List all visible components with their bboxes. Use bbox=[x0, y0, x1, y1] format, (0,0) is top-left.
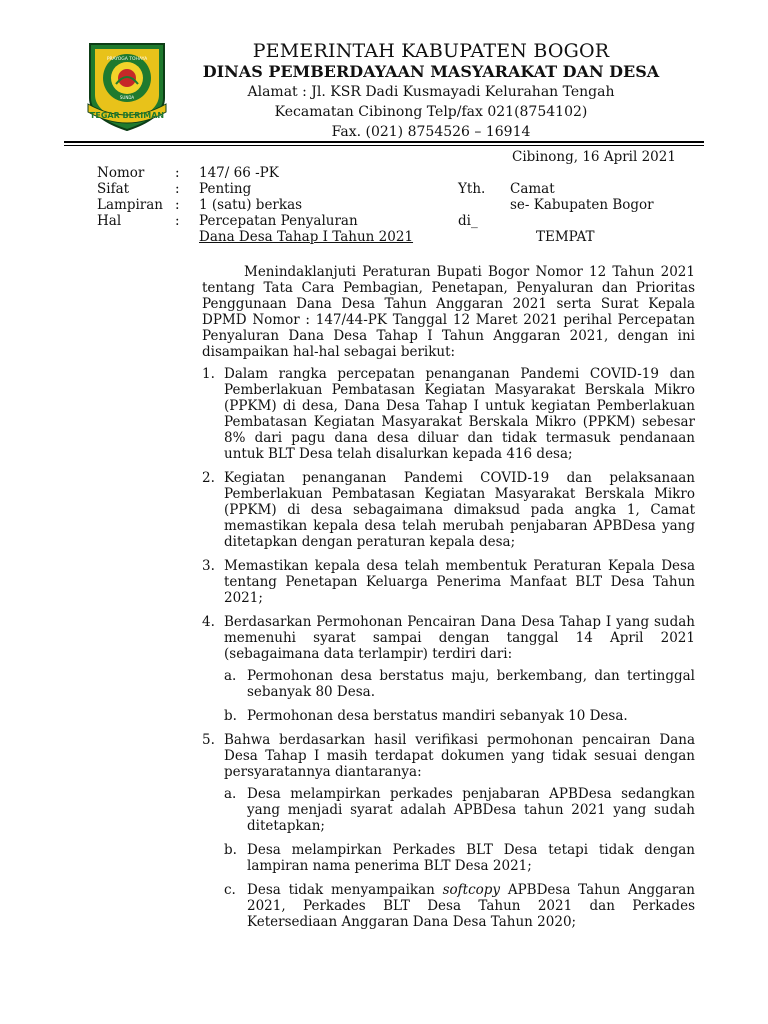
address-line-3: Fax. (021) 8754526 – 16914 bbox=[331, 124, 531, 140]
hal-value-2: Dana Desa Tahap I Tahun 2021 bbox=[199, 229, 414, 245]
sub-item-letter: b. bbox=[224, 842, 237, 858]
hal-label: Hal bbox=[97, 213, 122, 229]
kabupaten-bogor-logo bbox=[86, 40, 168, 132]
sub-item-letter: b. bbox=[224, 708, 237, 724]
header-rule-thin bbox=[64, 145, 704, 146]
yth-value: Camat bbox=[510, 181, 555, 197]
item-text: Berdasarkan Permohonan Pencairan Dana Desa Tahap I yang sudah memenuhi syarat sampai dengan tanggal 14 April 2021 (sebagaimana data terlampir) terdiri dari: bbox=[224, 614, 695, 662]
item-text: Dalam rangka percepatan penanganan Pandemi COVID-19 dan Pemberlakuan Pembatasan Kegiatan Masyarakat Berskala Mikro (PPKM) di desa, Dana Desa Tahap I untuk kegiatan Pemberlakuan Pembatasan Kegiatan Masyarakat Berskala Mikro (PPKM) sebesar 8% dari pagu dana desa diluar dan tidak termasuk pendanaan untuk BLT Desa telah disalurkan kepada 416 desa; bbox=[224, 366, 695, 462]
item-number: 2. bbox=[202, 470, 215, 486]
letterhead bbox=[176, 40, 686, 142]
svg-text:SUNDA: SUNDA bbox=[119, 95, 135, 100]
letter-meta bbox=[97, 165, 439, 245]
yth-label: Yth. bbox=[458, 181, 486, 197]
sub-item-text-italic: softcopy bbox=[442, 882, 501, 898]
tempat-value: TEMPAT bbox=[536, 229, 595, 245]
letter-body bbox=[202, 264, 695, 938]
intro-paragraph: Menindaklanjuti Peraturan Bupati Bogor Nomor 12 Tahun 2021 tentang Tata Cara Pembagian, Penetapan, Penyaluran dan Prioritas Penggunaan Dana Desa Tahun Anggaran 2021 serta Surat Kepala DPMD Nomor : 147/44-PK Tanggal 12 Maret 2021 perihal Percepatan Penyaluran Dana Desa Tahap I Tahun Anggaran 2021, dengan ini disampaikan hal-hal sebagai berikut: bbox=[202, 264, 695, 360]
list-item bbox=[202, 366, 695, 462]
colon: : bbox=[175, 165, 180, 181]
meta-lampiran bbox=[97, 197, 439, 213]
sub-list-item bbox=[224, 708, 695, 724]
government-name: PEMERINTAH KABUPATEN BOGOR bbox=[252, 40, 610, 62]
agency-name: DINAS PEMBERDAYAAN MASYARAKAT DAN DESA bbox=[202, 62, 660, 81]
sifat-value: Penting bbox=[199, 181, 252, 197]
colon: : bbox=[175, 213, 180, 229]
sub-item-letter: a. bbox=[224, 786, 237, 802]
sub-item-text: Permohonan desa berstatus maju, berkembang, dan tertinggal sebanyak 80 Desa. bbox=[247, 668, 695, 700]
letter-date: Cibinong, 16 April 2021 bbox=[512, 149, 676, 165]
recipient-di bbox=[458, 213, 654, 229]
recipient-block bbox=[458, 181, 654, 245]
recipient-region: se- Kabupaten Bogor bbox=[510, 197, 654, 213]
sub-item-text: Desa melampirkan perkades penjabaran APBDesa sedangkan yang menjadi syarat adalah APBDesa tahun 2021 yang sudah ditetapkan; bbox=[247, 786, 695, 834]
item-text: Kegiatan penanganan Pandemi COVID-19 dan pelaksanaan Pemberlakuan Pembatasan Kegiatan Masyarakat Berskala Mikro (PPKM) di desa sebagaimana dimaksud pada angka 1, Camat memastikan kepala desa telah merubah penjabaran APBDesa yang ditetapkan dengan peraturan kepala desa; bbox=[224, 470, 695, 550]
sub-list-item bbox=[224, 786, 695, 834]
address-line-2: Kecamatan Cibinong Telp/fax 021(8754102) bbox=[274, 104, 588, 120]
sub-list bbox=[224, 786, 695, 930]
sub-item-text: Permohonan desa berstatus mandiri sebanyak 10 Desa. bbox=[247, 708, 628, 724]
item-text: Bahwa berdasarkan hasil verifikasi permohonan pencairan Dana Desa Tahap I masih terdapat dokumen yang tidak sesuai dengan persyaratannya diantaranya: bbox=[224, 732, 695, 780]
colon: : bbox=[175, 181, 180, 197]
meta-hal-cont bbox=[97, 229, 439, 245]
recipient-line2 bbox=[458, 197, 654, 213]
address-line-1: Alamat : Jl. KSR Dadi Kusmayadi Kelurahan Tengah bbox=[247, 84, 615, 100]
hal-value-1: Percepatan Penyaluran bbox=[199, 213, 358, 229]
item-number: 5. bbox=[202, 732, 215, 748]
sub-item-text-part: APBDesa Tahun Anggaran 2021, Perkades BLT Desa Tahun 2021 dan Perkades Ketersediaan Anggaran Dana Desa Tahun 2020; bbox=[247, 882, 695, 930]
header-rule-thick bbox=[64, 141, 704, 143]
list-item bbox=[202, 558, 695, 606]
list-item bbox=[202, 614, 695, 724]
svg-text:PRAYOGA TOHAYA: PRAYOGA TOHAYA bbox=[106, 57, 148, 62]
lampiran-value: 1 (satu) berkas bbox=[199, 197, 303, 213]
points-list bbox=[202, 366, 695, 930]
sub-item-letter: a. bbox=[224, 668, 237, 684]
sub-item-text-part: Desa tidak menyampaikan bbox=[247, 882, 443, 898]
sub-list-item bbox=[224, 882, 695, 930]
nomor-value: 147/ 66 -PK bbox=[199, 165, 279, 181]
sub-item-letter: c. bbox=[224, 882, 236, 898]
item-number: 4. bbox=[202, 614, 215, 630]
svg-text:TEGAR BERIMAN: TEGAR BERIMAN bbox=[89, 111, 165, 120]
item-number: 3. bbox=[202, 558, 215, 574]
item-text: Memastikan kepala desa telah membentuk Peraturan Kepala Desa tentang Penetapan Keluarga Penerima Manfaat BLT Desa Tahun 2021; bbox=[224, 558, 695, 606]
item-number: 1. bbox=[202, 366, 215, 382]
sifat-label: Sifat bbox=[97, 181, 130, 197]
recipient-tempat bbox=[458, 229, 654, 245]
di-label: di_ bbox=[458, 213, 478, 229]
sub-item-text: Desa melampirkan Perkades BLT Desa tetapi tidak dengan lampiran nama penerima BLT Desa 2021; bbox=[247, 842, 695, 874]
colon: : bbox=[175, 197, 180, 213]
nomor-label: Nomor bbox=[97, 165, 145, 181]
sub-item-text bbox=[247, 882, 695, 930]
lampiran-label: Lampiran bbox=[97, 197, 163, 213]
sub-list bbox=[224, 668, 695, 724]
meta-nomor bbox=[97, 165, 439, 181]
meta-hal bbox=[97, 213, 439, 229]
meta-sifat bbox=[97, 181, 439, 197]
list-item bbox=[202, 732, 695, 930]
list-item bbox=[202, 470, 695, 550]
recipient-yth bbox=[458, 181, 654, 197]
sub-list-item bbox=[224, 668, 695, 700]
sub-list-item bbox=[224, 842, 695, 874]
